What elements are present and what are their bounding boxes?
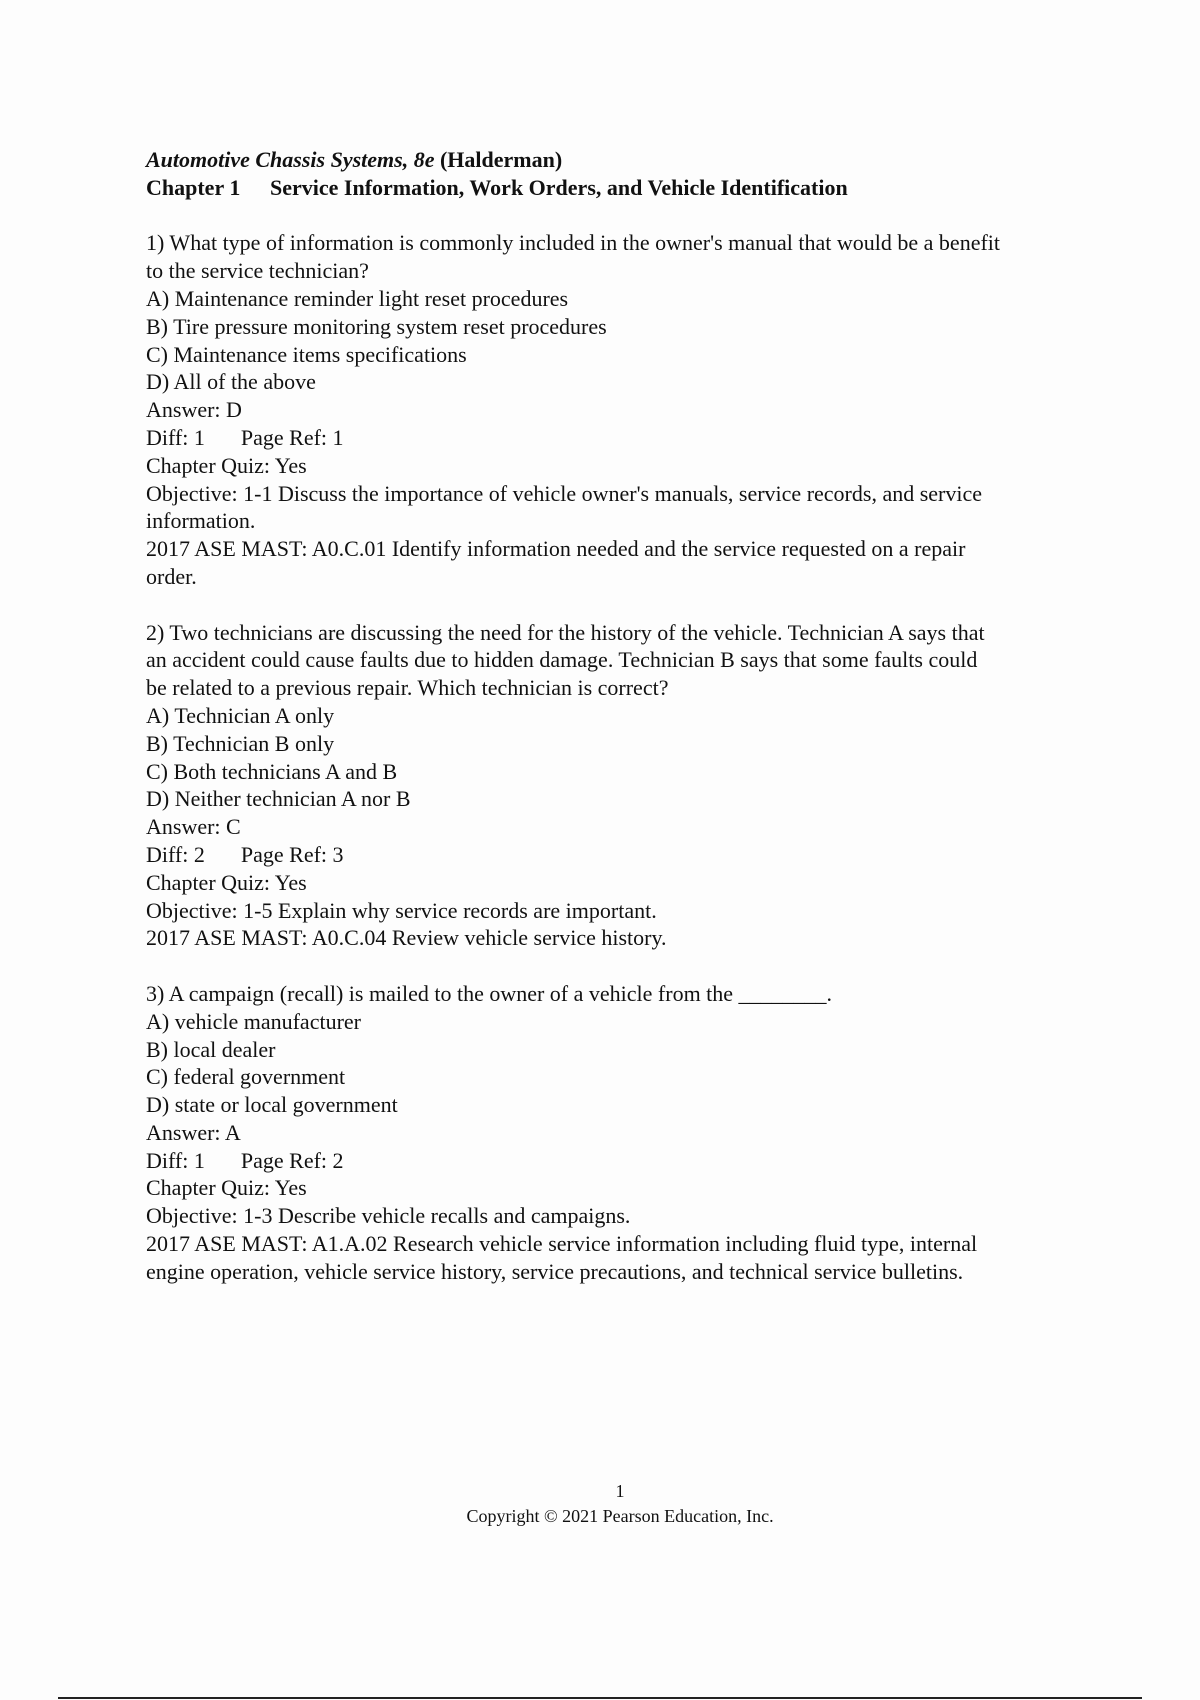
question-stem-line: 1) What type of information is commonly included in the owner's manual that would be a benefit (146, 230, 1001, 256)
difficulty-line (146, 424, 1091, 452)
difficulty: Diff: 1 (146, 424, 205, 450)
chapter-quiz: Chapter Quiz: Yes (146, 1175, 307, 1201)
difficulty-line (146, 1147, 1091, 1175)
chapter-quiz: Chapter Quiz: Yes (146, 452, 307, 478)
ase-standard-line: engine operation, vehicle service history, service precautions, and technical service bulletins. (146, 1258, 964, 1284)
answer-option-c: C) Both technicians A and B (146, 758, 398, 784)
objective-line: Objective: 1-5 Explain why service records are important. (146, 897, 657, 923)
question-stem-line: an accident could cause faults due to hidden damage. Technician B says that some faults could (146, 647, 978, 673)
answer-option-d: D) Neither technician A nor B (146, 786, 411, 812)
answer-key: Answer: C (146, 814, 241, 840)
difficulty: Diff: 2 (146, 841, 205, 867)
copyright-notice: Copyright © 2021 Pearson Education, Inc. (466, 1506, 774, 1526)
question-1 (146, 229, 1091, 590)
difficulty-line (146, 841, 1091, 869)
ase-standard-line: 2017 ASE MAST: A0.C.01 Identify information needed and the service requested on a repair (146, 536, 966, 562)
book-title: Automotive Chassis Systems, 8e (146, 147, 435, 172)
bottom-divider (58, 1697, 1142, 1699)
question-stem-line: 3) A campaign (recall) is mailed to the owner of a vehicle from the ________. (146, 980, 833, 1006)
answer-key: Answer: D (146, 397, 242, 423)
book-author: (Halderman) (439, 147, 563, 172)
answer-option-c: C) federal government (146, 1064, 346, 1090)
answer-option-b: B) local dealer (146, 1036, 276, 1062)
answer-option-b: B) Tire pressure monitoring system reset procedures (146, 313, 607, 339)
difficulty: Diff: 1 (146, 1147, 205, 1173)
page-ref: Page Ref: 2 (240, 1147, 344, 1173)
chapter-heading (146, 174, 1091, 202)
chapter-quiz: Chapter Quiz: Yes (146, 869, 307, 895)
question-2 (146, 619, 1091, 953)
ase-standard-line: 2017 ASE MAST: A1.A.02 Research vehicle service information including fluid type, internal (146, 1231, 978, 1257)
answer-option-c: C) Maintenance items specifications (146, 341, 467, 367)
question-stem-line: be related to a previous repair. Which technician is correct? (146, 675, 669, 701)
answer-option-a: A) Maintenance reminder light reset procedures (146, 285, 569, 311)
chapter-label: Chapter 1 (146, 174, 241, 200)
book-title-line (146, 146, 1091, 174)
ase-standard-line: 2017 ASE MAST: A0.C.04 Review vehicle service history. (146, 925, 667, 951)
answer-option-d: D) state or local government (146, 1092, 398, 1118)
question-stem-line: 2) Two technicians are discussing the need for the history of the vehicle. Technician A says that (146, 619, 985, 645)
answer-option-b: B) Technician B only (146, 730, 335, 756)
answer-option-a: A) vehicle manufacturer (146, 1008, 361, 1034)
chapter-title: Service Information, Work Orders, and Vehicle Identification (270, 174, 848, 200)
objective-line: Objective: 1-3 Describe vehicle recalls and campaigns. (146, 1203, 631, 1229)
answer-option-d: D) All of the above (146, 369, 316, 395)
page-content (146, 146, 1091, 1286)
page-ref: Page Ref: 3 (240, 841, 344, 867)
page-ref: Page Ref: 1 (240, 424, 344, 450)
objective-line: information. (146, 508, 256, 534)
question-stem-line: to the service technician? (146, 258, 369, 284)
question-3 (146, 980, 1091, 1286)
objective-line: Objective: 1-1 Discuss the importance of vehicle owner's manuals, service records, and service (146, 480, 982, 506)
ase-standard-line: order. (146, 563, 197, 589)
answer-key: Answer: A (146, 1119, 241, 1145)
page-number: 1 (615, 1481, 625, 1501)
answer-option-a: A) Technician A only (146, 702, 335, 728)
